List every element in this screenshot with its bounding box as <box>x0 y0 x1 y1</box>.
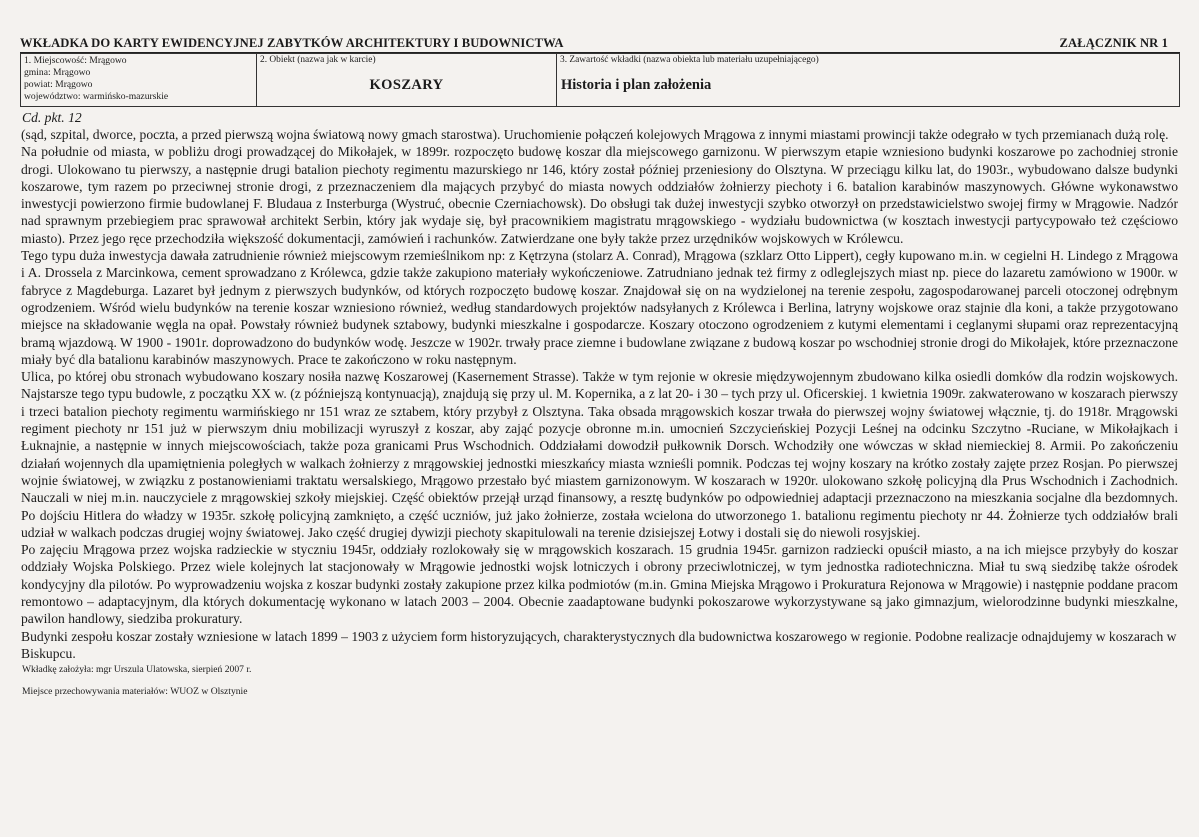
body-text <box>21 126 1178 662</box>
location-cell <box>21 54 257 107</box>
powiat-label: powiat: Mrągowo <box>24 79 93 90</box>
location-label: 1. Miejscowość: Mrągowo <box>24 55 127 66</box>
continuation-note: Cd. pkt. 12 <box>22 110 82 125</box>
header-row <box>20 34 1180 53</box>
document-title: WKŁADKA DO KARTY EWIDENCYJNEJ ZABYTKÓW ARCHITEKTURY I BUDOWNICTWA <box>20 36 564 50</box>
form-fields-table <box>20 53 1180 107</box>
content-label: 3. Zawartość wkładki (nazwa obiekta lub materiału uzupełniającego) <box>560 55 819 65</box>
storage-note: Miejsce przechowywania materiałów: WUOZ w Olsztynie <box>22 686 248 698</box>
paragraph: Tego typu duża inwestycja dawała zatrudnienie również miejscowym rzemieślnikom np: z Kętrzyna (stolarz A. Conrad), Mrągowa (szklarz Otto Lippert), cegły kupowano m.in. w cegielni H. Lindego z Mrągowa i A. Drossela z Marcinkowa, cement sprowadzano z Królewca, gdzie także zakupiono materiały wykończeniowe. Zatrudniano jednak też firmy z odleglejszych miast np. piece do lazaretu zamówiono w 1900r. w fabryce z Magdeburga. Lazaret był jednym z pierwszych budynków, od których rozpoczęto budowę koszar. Znajdował się on na wydzielonej na terenie zespołu, zagospodarowanej parceli otoczonej odrębnym ogrodzeniem. Wśród wielu budynków na terenie koszar wzniesiono również, według standardowych projektów nadsyłanych z Królewca i Berlina, latryny wojskowe oraz stajnie dla koni, a także przygotowano miejsce na składowanie węgla na opał. Powstały również budynek sztabowy, budynki mieszkalne i gospodarcze. Koszary otoczono ogrodzeniem z kutymi elementami i ceglanymi słupami oraz reprezentacyjną bramą wjazdową. W 1900 - 1901r. doprowadzono do budynków wodę. Jeszcze w 1902r. trwały prace ziemne i budowlane związane z budową koszar po wschodniej stronie drogi do Mikołajek, które przeznaczone miały być dla batalionu karabinów maszynowych. Prace te zakończono w roku następnym. <box>21 248 1178 367</box>
content-value: Historia i plan założenia <box>561 77 712 93</box>
content-cell <box>557 54 1180 107</box>
object-value: KOSZARY <box>369 77 444 93</box>
author-note: Wkładkę założyła: mgr Urszula Ulatowska, sierpień 2007 r. <box>22 664 252 676</box>
paragraph: Po zajęciu Mrągowa przez wojska radzieckie w styczniu 1945r, oddziały rozlokowały się w mrągowskich koszarach. 15 grudnia 1945r. garnizon radziecki opuścił miasto, a na ich miejsce przybyły do koszar oddziały Wojska Polskiego. Przez wiele kolejnych lat stacjonowały w Mrągowie jednostki wojsk lotniczych i obrony przeciwlotniczej, w tym jednostka radiotechniczna. Miał tu swą siedzibę także ośrodek kondycyjny dla pilotów. Po wyprowadzeniu wojska z koszar budynki zostały zakupione przez kilka podmiotów (m.in. Gmina Miejska Mrągowo i Prokuratura Rejonowa w Mrągowie) i następnie poddane pracom remontowo – adaptacyjnym, dla których dokumentację wykonano w latach 2003 – 2004. Obecnie zaadaptowane budynki pokoszarowe wykorzystywane są jako gimnazjum, wielorodzinne budynki mieszkalne, pawilon handlowy, siedziba prokuratury. <box>21 542 1178 627</box>
paragraph: Ulica, po której obu stronach wybudowano koszary nosiła nazwę Koszarowej (Kasernement Strasse). Także w tym rejonie w okresie międzywojennym zbudowano kilka osiedli domków dla rodzin wojskowych. Najstarsze tego typu budowle, z początku XX w. (z późniejszą kontynuacją), znajdują się przy ul. M. Kopernika, a z lat 20- i 30 – tych przy ul. Oficerskiej. 1 kwietnia 1909r. zakwaterowano w koszarach pierwszy i trzeci batalion piechoty regimentu warmińskiego nr 151 wraz ze sztabem, który przybył z Olsztyna. Taka obsada mrągowskich koszar trwała do pierwszej wojny światowej włącznie, tj. do 1918r. Mrągowski regiment piechoty nr 151 już w pierwszym dniu mobilizacji wyruszył z koszar, aby zająć pozycje obronne m.in. umocnień Szczycieńskiej Pozycji Leśnej na odcinku Szczytno -Ruciane, w Mikołajkach i Łuknajnie, a następnie w innych miejscowościach, także poza granicami Prus Wschodnich. Oddziałami dowodził pułkownik Dorsch. Wchodziły one wówczas w skład niemieckiej 8. Armii. Po zakończeniu działań wojennych dla upamiętnienia poległych w walkach żołnierzy z mrągowskiej jednostki mieszkańcy miasta wznieśli pomnik. Podczas tej wojny koszary na krótko zostały zajęte przez Rosjan. Po pierwszej wojnie światowej, w związku z postanowieniami traktatu wersalskiego, Mrągowo przestało być miastem garnizonowym. W koszarach w 1920r. ulokowano szkołę policyjną dla Prus Wschodnich i Zachodnich. Nauczali w niej m.in. nauczyciele z mrągowskiej szkoły miejskiej. Część obiektów przejął urząd finansowy, a resztę budynków po odpowiedniej adaptacji przeznaczono na mieszkania socjalne dla bezdomnych. Po dojściu Hitlera do władzy w 1935r. szkołę policyjną zamknięto, a część uczniów, już jako żołnierze, została wcielona do utworzonego 1. batalionu regimentu piechoty nr 44. Żołnierze tych oddziałów brali udział w walkach podczas drugiej wojny światowej. Jako część drugiej dywizji piechoty skapitulowali na terenie dzisiejszej Łotwy i dostali się do niewoli rosyjskiej. <box>21 369 1178 540</box>
object-cell <box>257 54 557 107</box>
paragraph: Na południe od miasta, w pobliżu drogi prowadzącej do Mikołajek, w 1899r. rozpoczęto budowę koszar dla miejscowego garnizonu. W pierwszym etapie wzniesiono budynki koszarowe po zachodniej stronie drogi. Ulokowano tu pierwszy, a następnie drugi batalion piechoty regimentu mazurskiego nr 146, który został później przeniesiony do Olsztyna. W przeciągu kilku lat, do 1903r., wybudowano dalsze budynki koszarowe, tym razem po przeciwnej stronie drogi, z przeznaczeniem dla mających przybyć do miasta nowych oddziałów żołnierzy piechoty i 6. batalion karabinów maszynowych. Główne wykonawstwo inwestycji powierzono firmie budowlanej F. Bludaua z Insterburga (Wystruć, obecnie Czerniachowsk). Do obsługi tak dużej inwestycji szybko otworzył on przedstawicielstwo swojej firmy w Mrągowie. Nadzór nad sprawnym przebiegiem prac sprawował architekt Serbin, który jak wydaje się, był pracownikiem magistratu mrągowskiego - wydziału budownictwa (w kosztach inwestycji partycypowało też częściowo miasto). Przez jego ręce przechodziła większość dokumentacji, zamówień i rachunków. Zatwierdzane one były także przez urzędników wojskowych w Królewcu. <box>21 144 1178 246</box>
annex-label: ZAŁĄCZNIK NR 1 <box>1059 36 1168 50</box>
gmina-label: gmina: Mrągowo <box>24 67 91 78</box>
document-sheet <box>20 34 1180 698</box>
paragraph: (sąd, szpital, dworce, poczta, a przed pierwszą wojna światową nowy gmach starostwa). Uruchomienie połączeń kolejowych Mrągowa z innymi miastami prowincji także odegrało w tych przemianach dużą rolę. <box>21 127 1169 142</box>
wojewodztwo-label: województwo: warmińsko-mazurskie <box>24 91 169 102</box>
paragraph: Budynki zespołu koszar zostały wzniesione w latach 1899 – 1903 z użyciem form historyzujących, charakterystycznych dla budownictwa koszarowego w regionie. Podobne realizacje odnajdujemy w koszarach w Biskupcu. <box>21 628 1177 661</box>
object-label: 2. Obiekt (nazwa jak w karcie) <box>260 55 376 65</box>
